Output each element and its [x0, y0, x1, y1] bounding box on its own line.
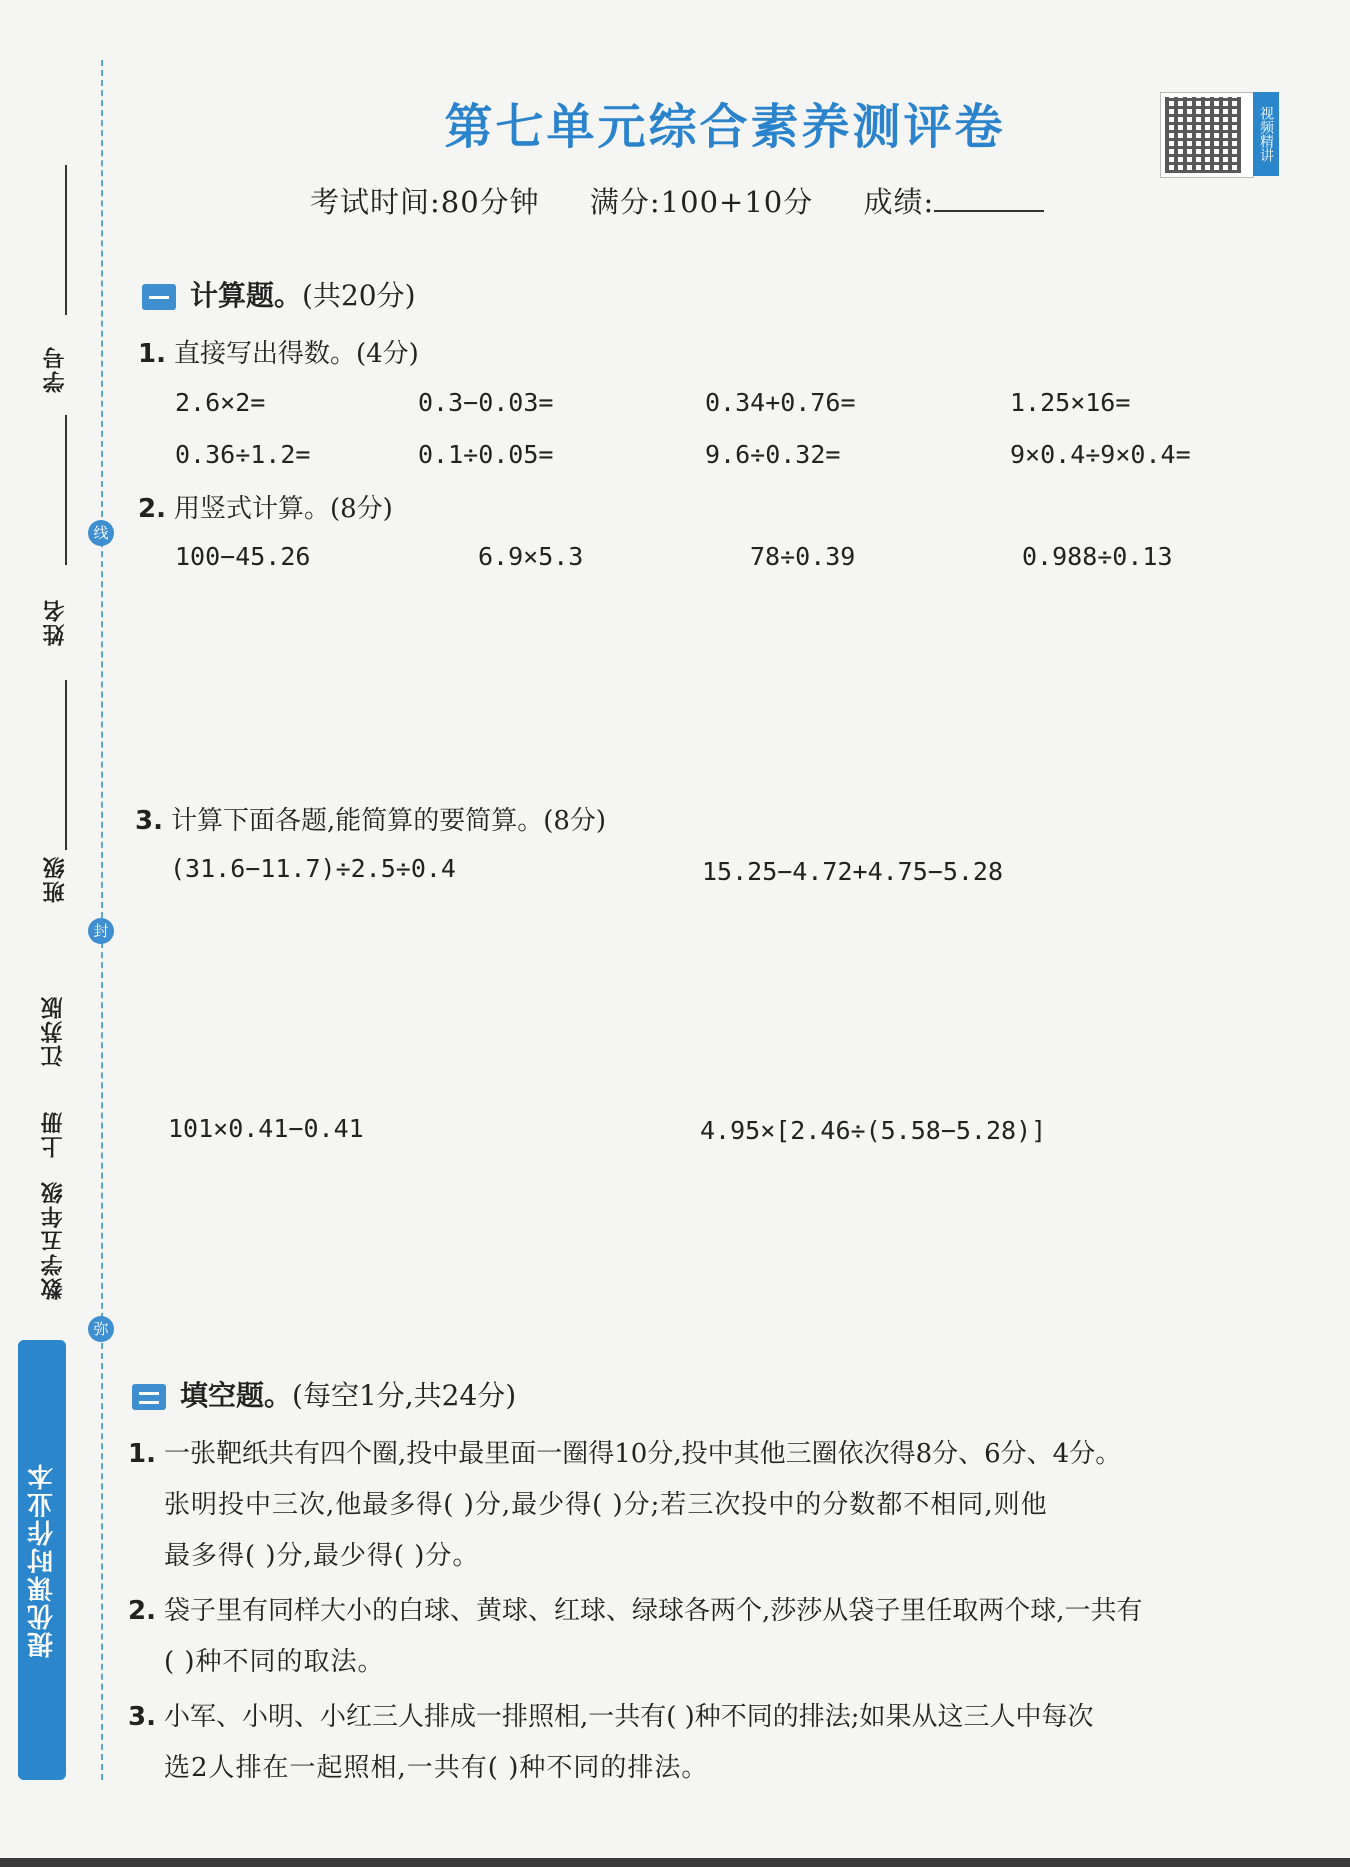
- seal-mark-seal: 封: [88, 918, 114, 944]
- series-brand-text: [18, 1340, 66, 1780]
- s1-q2-item: 100−45.26: [175, 542, 311, 571]
- edition-label: 江苏版: [41, 995, 66, 1067]
- volume-label: 上册: [41, 1110, 66, 1158]
- score-blank[interactable]: [934, 188, 1044, 212]
- score-label: 成绩:: [863, 185, 935, 219]
- s1-q1: 1. 直接写出得数。(4分): [138, 339, 419, 369]
- s1-q1-item: 9.6÷0.32=: [705, 440, 841, 469]
- name-label: 姓名: [43, 598, 68, 646]
- s1-q1-item: 0.3−0.03=: [418, 388, 554, 417]
- s1-q1-item: 0.34+0.76=: [705, 388, 856, 417]
- series-name: 提优课时作业本: [27, 1462, 58, 1658]
- seal-mark-line: 线: [88, 520, 114, 546]
- s2-q2: 2. 袋子里有同样大小的白球、黄球、红球、绿球各两个,莎莎从袋子里任取两个球,一共有: [128, 1596, 1143, 1626]
- s1-q1-item: 1.25×16=: [1010, 388, 1131, 417]
- s1-q1-item: 0.36÷1.2=: [175, 440, 311, 469]
- s1-q1-item: 9×0.4÷9×0.4=: [1010, 440, 1191, 469]
- class-label: 班级: [43, 855, 68, 903]
- scan-edge: [0, 1858, 1350, 1867]
- section2-heading: 填空题。(每空1分,共24分): [132, 1374, 516, 1414]
- s1-q1-item: 0.1÷0.05=: [418, 440, 554, 469]
- s1-q3: 3. 计算下面各题,能简算的要简算。(8分): [135, 806, 607, 836]
- class-line: [65, 680, 67, 850]
- full-score: 满分:100+10分: [589, 185, 814, 219]
- s1-q3-item: 15.25−4.72+4.75−5.28: [702, 857, 1004, 886]
- section1-badge-icon: [142, 284, 176, 310]
- subject-label: 数学五年级: [41, 1180, 66, 1300]
- student-no-line: [65, 165, 67, 315]
- name-line: [65, 415, 67, 565]
- exam-time: 考试时间:80分钟: [310, 185, 540, 219]
- s1-q3-item: 4.95×[2.46÷(5.58−5.28)]: [700, 1116, 1047, 1145]
- section1-heading: 计算题。(共20分): [142, 274, 416, 314]
- s1-q2-item: 0.988÷0.13: [1022, 542, 1173, 571]
- page-title: 第七单元综合素养测评卷: [444, 99, 1006, 155]
- s1-q3-item: (31.6−11.7)÷2.5÷0.4: [170, 854, 456, 883]
- student-no-label: 学号: [43, 345, 68, 393]
- section2-badge-icon: [132, 1384, 166, 1410]
- s1-q3-item: 101×0.41−0.41: [168, 1114, 364, 1143]
- s2-q3: 3. 小军、小明、小红三人排成一排照相,一共有( )种不同的排法;如果从这三人中每次: [128, 1702, 1094, 1732]
- s2-q1: 1. 一张靶纸共有四个圈,投中最里面一圈得10分,投中其他三圈依次得8分、6分、4分。: [128, 1439, 1122, 1469]
- s2-q2-line: ( )种不同的取法。: [164, 1647, 385, 1677]
- s2-q3-line: 选2人排在一起照相,一共有( )种不同的排法。: [164, 1753, 709, 1783]
- s1-q2: 2. 用竖式计算。(8分): [138, 494, 393, 524]
- s2-q1-line: 张明投中三次,他最多得( )分,最少得( )分;若三次投中的分数都不相同,则他: [164, 1490, 1048, 1520]
- s1-q1-item: 2.6×2=: [175, 388, 266, 417]
- qr-code-icon: [1160, 92, 1254, 178]
- qr-video-tag: 视频精讲: [1253, 92, 1279, 176]
- s1-q2-item: 6.9×5.3: [478, 542, 584, 571]
- s2-q1-line: 最多得( )分,最少得( )分。: [164, 1541, 480, 1571]
- s1-q2-item: 78÷0.39: [750, 542, 856, 571]
- seal-mark-fold: 弥: [88, 1316, 114, 1342]
- exam-meta: [310, 180, 1084, 221]
